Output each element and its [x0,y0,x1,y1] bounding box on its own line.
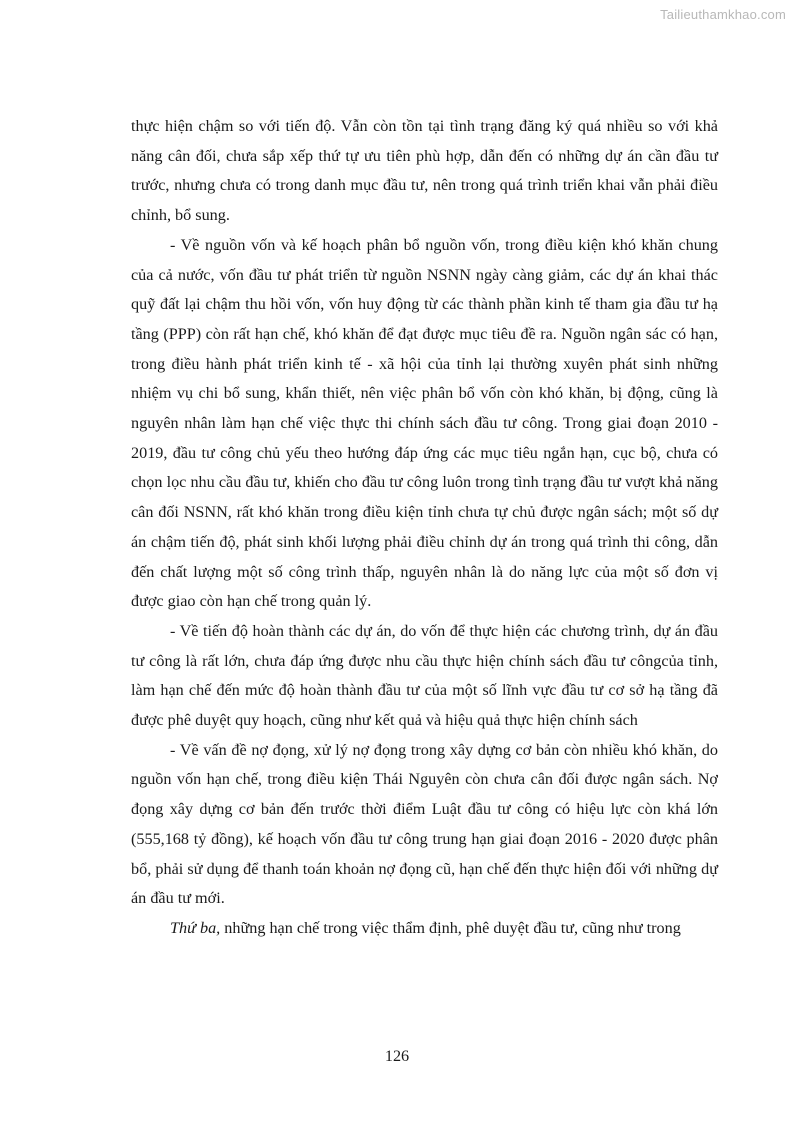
paragraph-third-point [131,914,718,944]
watermark-text: Tailieuthamkhao.com [660,7,786,22]
document-body [131,112,718,944]
third-point-text: những hạn chế trong việc thẩm định, phê duyệt đầu tư, cũng như trong [220,918,681,937]
paragraph-continuation: thực hiện chậm so với tiến độ. Vẫn còn tồn tại tình trạng đăng ký quá nhiều so với khả năng cân đối, chưa sắp xếp thứ tự ưu tiên phù hợp, dẫn đến có những dự án cần đầu tư trước, nhưng chưa có trong danh mục đầu tư, nên trong quá trình triển khai vẫn phải điều chỉnh, bổ sung. [131,117,718,225]
page-number: 126 [384,1047,410,1065]
third-point-lead: Thứ ba, [170,918,221,937]
paragraph-progress: - Về tiến độ hoàn thành các dự án, do vốn để thực hiện các chương trình, dự án đầu tư công là rất lớn, chưa đáp ứng được nhu cầu thực hiện chính sách đầu tư côngcủa tỉnh, làm hạn chế đến mức độ hoàn thành đầu tư của một số lĩnh vực đầu tư cơ sở hạ tầng đã được phê duyệt quy hoạch, cũng như kết quả và hiệu quả thực hiện chính sách [131,621,718,730]
paragraph-funding: - Về nguồn vốn và kế hoạch phân bổ nguồn vốn, trong điều kiện khó khăn chung của cả nước, vốn đầu tư phát triển từ nguồn NSNN ngày càng giảm, các dự án khai thác quỹ đất lại chậm thu hồi vốn, vốn huy động từ các thành phần kinh tế tham gia đầu tư hạ tầng (PPP) còn rất hạn chế, khó khăn để đạt được mục tiêu đề ra. Nguồn ngân sác có hạn, trong điều hành phát triển kinh tế - xã hội của tỉnh lại thường xuyên phát sinh những nhiệm vụ chi bổ sung, khẩn thiết, nên việc phân bổ vốn còn khó khăn, bị động, cũng là nguyên nhân làm hạn chế việc thực thi chính sách đầu tư công. Trong giai đoạn 2010 - 2019, đầu tư công chủ yếu theo hướng đáp ứng các mục tiêu ngắn hạn, cục bộ, chưa có chọn lọc nhu cầu đầu tư, khiến cho đầu tư công luôn trong tình trạng đầu tư vượt khả năng cân đối NSNN, rất khó khăn trong điều kiện tỉnh chưa tự chủ được ngân sách; một số dự án chậm tiến độ, phát sinh khối lượng phải điều chỉnh dự án trong quá trình thi công, dẫn đến chất lượng một số công trình thấp, nguyên nhân là do năng lực của một số đơn vị được giao còn hạn chế trong quản lý. [131,235,718,611]
paragraph-debt: - Về vấn đề nợ đọng, xử lý nợ đọng trong xây dựng cơ bản còn nhiều khó khăn, do nguồn vốn hạn chế, trong điều kiện Thái Nguyên còn chưa cân đối được ngân sách. Nợ đọng xây dựng cơ bản đến trước thời điểm Luật đầu tư công có hiệu lực còn khá lớn (555,168 tỷ đồng), kế hoạch vốn đầu tư công trung hạn giai đoạn 2016 - 2020 được phân bổ, phải sử dụng để thanh toán khoản nợ đọng cũ, hạn chế đến thực hiện đối với những dự án đầu tư mới. [131,740,718,908]
